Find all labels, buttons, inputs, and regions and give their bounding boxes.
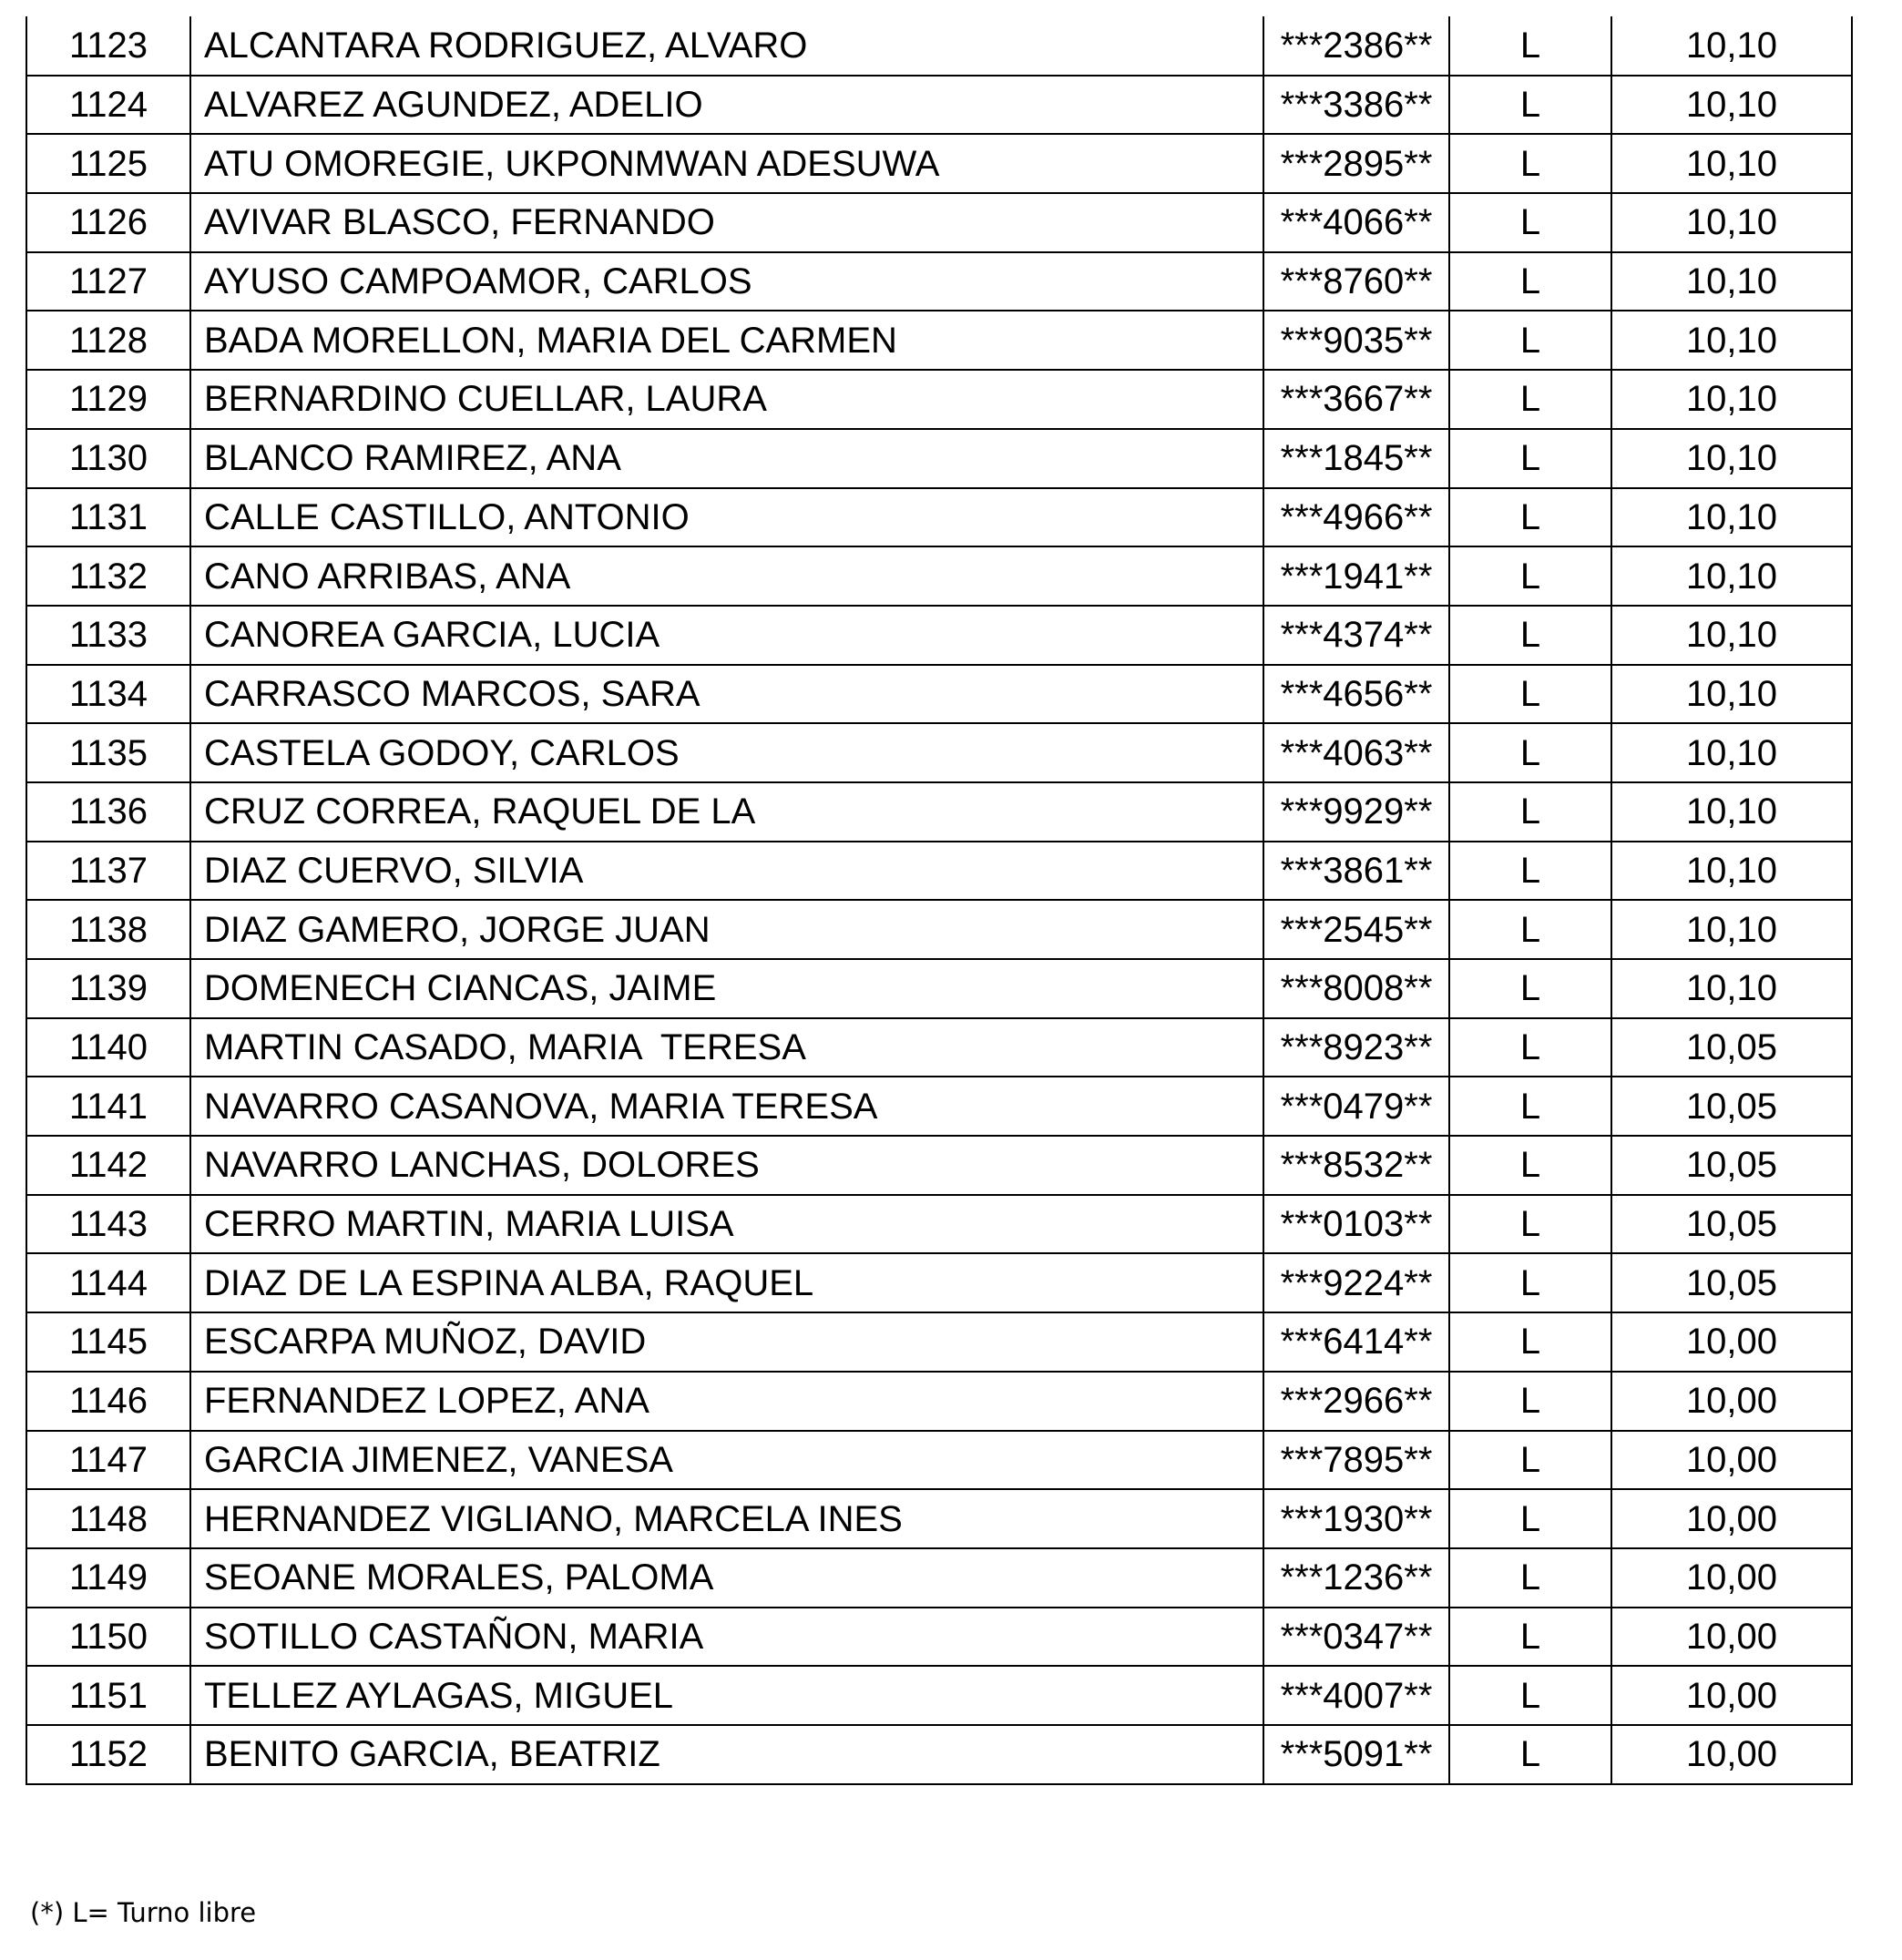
table-row (26, 252, 1852, 311)
table-row (26, 665, 1852, 724)
table-row (26, 546, 1852, 606)
masked-id: ***9929** (1263, 782, 1449, 842)
turno: L (1449, 665, 1611, 724)
score: 10,05 (1611, 1195, 1852, 1254)
row-number: 1135 (26, 723, 190, 782)
table-row (26, 370, 1852, 429)
score: 10,10 (1611, 665, 1852, 724)
score: 10,10 (1611, 723, 1852, 782)
row-number: 1142 (26, 1136, 190, 1195)
footnote: (*) L= Turno libre (30, 1897, 257, 1928)
row-number: 1144 (26, 1253, 190, 1312)
candidate-name: MARTIN CASADO, MARIA TERESA (190, 1018, 1263, 1077)
row-number: 1126 (26, 193, 190, 252)
table-row (26, 723, 1852, 782)
masked-id: ***8760** (1263, 252, 1449, 311)
turno: L (1449, 1431, 1611, 1490)
turno: L (1449, 900, 1611, 959)
row-number: 1132 (26, 546, 190, 606)
candidate-name: AYUSO CAMPOAMOR, CARLOS (190, 252, 1263, 311)
table-row (26, 1312, 1852, 1372)
score: 10,10 (1611, 959, 1852, 1018)
candidate-name: ESCARPA MUÑOZ, DAVID (190, 1312, 1263, 1372)
candidate-name: NAVARRO CASANOVA, MARIA TERESA (190, 1077, 1263, 1136)
masked-id: ***2895** (1263, 134, 1449, 193)
masked-id: ***1930** (1263, 1489, 1449, 1548)
candidate-name: CRUZ CORREA, RAQUEL DE LA (190, 782, 1263, 842)
candidate-name: CALLE CASTILLO, ANTONIO (190, 488, 1263, 547)
score: 10,10 (1611, 842, 1852, 901)
candidate-name: HERNANDEZ VIGLIANO, MARCELA INES (190, 1489, 1263, 1548)
score: 10,10 (1611, 311, 1852, 370)
masked-id: ***3667** (1263, 370, 1449, 429)
score: 10,10 (1611, 16, 1852, 76)
table-row (26, 782, 1852, 842)
table-row (26, 1372, 1852, 1431)
masked-id: ***6414** (1263, 1312, 1449, 1372)
row-number: 1150 (26, 1608, 190, 1667)
table-row (26, 193, 1852, 252)
masked-id: ***0347** (1263, 1608, 1449, 1667)
table-row (26, 1195, 1852, 1254)
turno: L (1449, 252, 1611, 311)
score: 10,10 (1611, 134, 1852, 193)
row-number: 1128 (26, 311, 190, 370)
turno: L (1449, 429, 1611, 488)
table-row (26, 1077, 1852, 1136)
score: 10,00 (1611, 1666, 1852, 1725)
turno: L (1449, 1195, 1611, 1254)
candidates-table-body (26, 16, 1852, 1784)
score: 10,05 (1611, 1136, 1852, 1195)
row-number: 1124 (26, 76, 190, 135)
row-number: 1127 (26, 252, 190, 311)
candidate-name: ALCANTARA RODRIGUEZ, ALVARO (190, 16, 1263, 76)
row-number: 1140 (26, 1018, 190, 1077)
table-row (26, 959, 1852, 1018)
turno: L (1449, 1489, 1611, 1548)
table-row (26, 134, 1852, 193)
score: 10,00 (1611, 1725, 1852, 1784)
candidate-name: BENITO GARCIA, BEATRIZ (190, 1725, 1263, 1784)
score: 10,05 (1611, 1077, 1852, 1136)
turno: L (1449, 1666, 1611, 1725)
table-row (26, 1018, 1852, 1077)
masked-id: ***1845** (1263, 429, 1449, 488)
score: 10,10 (1611, 546, 1852, 606)
table-row (26, 606, 1852, 665)
row-number: 1151 (26, 1666, 190, 1725)
masked-id: ***2386** (1263, 16, 1449, 76)
row-number: 1147 (26, 1431, 190, 1490)
masked-id: ***4063** (1263, 723, 1449, 782)
turno: L (1449, 1253, 1611, 1312)
table-row (26, 1725, 1852, 1784)
turno: L (1449, 782, 1611, 842)
table-row (26, 1253, 1852, 1312)
table-row (26, 488, 1852, 547)
score: 10,05 (1611, 1018, 1852, 1077)
masked-id: ***4066** (1263, 193, 1449, 252)
table-row (26, 76, 1852, 135)
candidate-name: CASTELA GODOY, CARLOS (190, 723, 1263, 782)
turno: L (1449, 134, 1611, 193)
turno: L (1449, 311, 1611, 370)
masked-id: ***1941** (1263, 546, 1449, 606)
table-row (26, 1489, 1852, 1548)
masked-id: ***3861** (1263, 842, 1449, 901)
candidate-name: CERRO MARTIN, MARIA LUISA (190, 1195, 1263, 1254)
masked-id: ***8532** (1263, 1136, 1449, 1195)
row-number: 1131 (26, 488, 190, 547)
table-row (26, 842, 1852, 901)
masked-id: ***1236** (1263, 1548, 1449, 1608)
candidate-name: BLANCO RAMIREZ, ANA (190, 429, 1263, 488)
row-number: 1141 (26, 1077, 190, 1136)
score: 10,00 (1611, 1548, 1852, 1608)
turno: L (1449, 1312, 1611, 1372)
table-row (26, 1666, 1852, 1725)
masked-id: ***4374** (1263, 606, 1449, 665)
masked-id: ***5091** (1263, 1725, 1449, 1784)
turno: L (1449, 1018, 1611, 1077)
turno: L (1449, 606, 1611, 665)
turno: L (1449, 723, 1611, 782)
table-row (26, 429, 1852, 488)
table-row (26, 1548, 1852, 1608)
turno: L (1449, 1548, 1611, 1608)
score: 10,10 (1611, 76, 1852, 135)
candidate-name: SEOANE MORALES, PALOMA (190, 1548, 1263, 1608)
turno: L (1449, 1077, 1611, 1136)
candidate-name: ATU OMOREGIE, UKPONMWAN ADESUWA (190, 134, 1263, 193)
score: 10,10 (1611, 429, 1852, 488)
row-number: 1149 (26, 1548, 190, 1608)
candidate-name: FERNANDEZ LOPEZ, ANA (190, 1372, 1263, 1431)
candidates-table (26, 16, 1853, 1785)
table-row (26, 16, 1852, 76)
row-number: 1137 (26, 842, 190, 901)
turno: L (1449, 842, 1611, 901)
turno: L (1449, 959, 1611, 1018)
table-row (26, 1431, 1852, 1490)
candidate-name: BADA MORELLON, MARIA DEL CARMEN (190, 311, 1263, 370)
score: 10,10 (1611, 193, 1852, 252)
candidate-name: SOTILLO CASTAÑON, MARIA (190, 1608, 1263, 1667)
row-number: 1125 (26, 134, 190, 193)
score: 10,10 (1611, 370, 1852, 429)
candidate-name: CARRASCO MARCOS, SARA (190, 665, 1263, 724)
score: 10,00 (1611, 1312, 1852, 1372)
turno: L (1449, 16, 1611, 76)
row-number: 1148 (26, 1489, 190, 1548)
row-number: 1143 (26, 1195, 190, 1254)
score: 10,10 (1611, 606, 1852, 665)
row-number: 1134 (26, 665, 190, 724)
row-number: 1130 (26, 429, 190, 488)
masked-id: ***9224** (1263, 1253, 1449, 1312)
score: 10,00 (1611, 1489, 1852, 1548)
row-number: 1152 (26, 1725, 190, 1784)
score: 10,10 (1611, 782, 1852, 842)
score: 10,00 (1611, 1608, 1852, 1667)
row-number: 1139 (26, 959, 190, 1018)
row-number: 1123 (26, 16, 190, 76)
masked-id: ***2545** (1263, 900, 1449, 959)
candidate-name: TELLEZ AYLAGAS, MIGUEL (190, 1666, 1263, 1725)
candidate-name: DIAZ GAMERO, JORGE JUAN (190, 900, 1263, 959)
row-number: 1133 (26, 606, 190, 665)
table-row (26, 1608, 1852, 1667)
row-number: 1138 (26, 900, 190, 959)
table-row (26, 900, 1852, 959)
candidate-name: CANO ARRIBAS, ANA (190, 546, 1263, 606)
candidate-name: AVIVAR BLASCO, FERNANDO (190, 193, 1263, 252)
table-row (26, 1136, 1852, 1195)
candidate-name: DIAZ CUERVO, SILVIA (190, 842, 1263, 901)
turno: L (1449, 76, 1611, 135)
turno: L (1449, 546, 1611, 606)
row-number: 1145 (26, 1312, 190, 1372)
masked-id: ***9035** (1263, 311, 1449, 370)
masked-id: ***7895** (1263, 1431, 1449, 1490)
turno: L (1449, 1725, 1611, 1784)
candidate-name: ALVAREZ AGUNDEZ, ADELIO (190, 76, 1263, 135)
score: 10,10 (1611, 900, 1852, 959)
candidate-name: DOMENECH CIANCAS, JAIME (190, 959, 1263, 1018)
score: 10,00 (1611, 1431, 1852, 1490)
masked-id: ***4656** (1263, 665, 1449, 724)
score: 10,10 (1611, 252, 1852, 311)
masked-id: ***4007** (1263, 1666, 1449, 1725)
turno: L (1449, 370, 1611, 429)
masked-id: ***8008** (1263, 959, 1449, 1018)
masked-id: ***2966** (1263, 1372, 1449, 1431)
score: 10,05 (1611, 1253, 1852, 1312)
masked-id: ***8923** (1263, 1018, 1449, 1077)
masked-id: ***4966** (1263, 488, 1449, 547)
masked-id: ***3386** (1263, 76, 1449, 135)
score: 10,10 (1611, 488, 1852, 547)
candidate-name: GARCIA JIMENEZ, VANESA (190, 1431, 1263, 1490)
candidate-name: NAVARRO LANCHAS, DOLORES (190, 1136, 1263, 1195)
row-number: 1129 (26, 370, 190, 429)
turno: L (1449, 1136, 1611, 1195)
row-number: 1136 (26, 782, 190, 842)
candidate-name: BERNARDINO CUELLAR, LAURA (190, 370, 1263, 429)
table-row (26, 311, 1852, 370)
masked-id: ***0479** (1263, 1077, 1449, 1136)
candidate-name: CANOREA GARCIA, LUCIA (190, 606, 1263, 665)
candidate-name: DIAZ DE LA ESPINA ALBA, RAQUEL (190, 1253, 1263, 1312)
score: 10,00 (1611, 1372, 1852, 1431)
masked-id: ***0103** (1263, 1195, 1449, 1254)
turno: L (1449, 1608, 1611, 1667)
turno: L (1449, 1372, 1611, 1431)
row-number: 1146 (26, 1372, 190, 1431)
turno: L (1449, 193, 1611, 252)
turno: L (1449, 488, 1611, 547)
